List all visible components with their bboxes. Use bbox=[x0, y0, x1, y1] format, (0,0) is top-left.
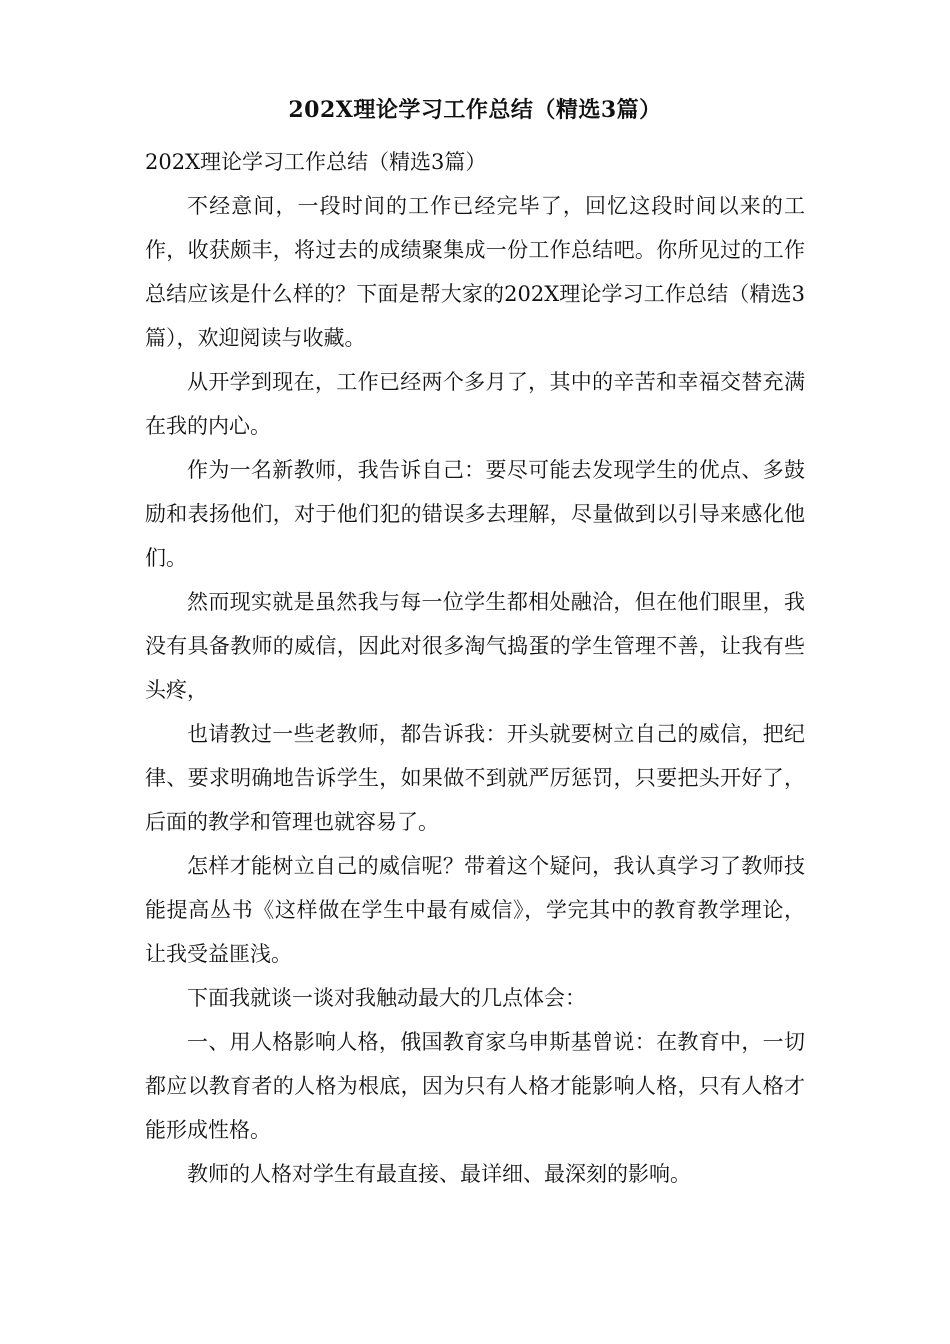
paragraph: 然而现实就是虽然我与每一位学生都相处融洽，但在他们眼里，我没有具备教师的威信，因此对很多淘气捣蛋的学生管理不善，让我有些头疼， bbox=[145, 590, 805, 702]
paragraph: 从开学到现在，工作已经两个多月了，其中的辛苦和幸福交替充满在我的内心。 bbox=[145, 370, 805, 438]
paragraph: 作为一名新教师，我告诉自己：要尽可能去发现学生的优点、多鼓励和表扬他们，对于他们犯的错误多去理解，尽量做到以引导来感化他们。 bbox=[145, 458, 805, 570]
paragraph: 下面我就谈一谈对我触动最大的几点体会： bbox=[187, 986, 586, 1010]
paragraph: 怎样才能树立自己的威信呢？带着这个疑问，我认真学习了教师技能提高丛书《这样做在学生中最有威信》，学完其中的教育教学理论，让我受益匪浅。 bbox=[145, 854, 805, 966]
paragraph: 一、用人格影响人格，俄国教育家乌申斯基曾说：在教育中，一切都应以教育者的人格为根底，因为只有人格才能影响人格，只有人格才能形成性格。 bbox=[145, 1030, 805, 1142]
document-title: 202X理论学习工作总结（精选3篇） bbox=[288, 97, 662, 123]
document-body bbox=[145, 140, 805, 1196]
document-subtitle: 202X理论学习工作总结（精选3篇） bbox=[145, 150, 487, 174]
paragraph: 教师的人格对学生有最直接、最详细、最深刻的影响。 bbox=[187, 1162, 691, 1186]
paragraph-intro: 不经意间，一段时间的工作已经完毕了，回忆这段时间以来的工作，收获颇丰，将过去的成绩聚集成一份工作总结吧。你所见过的工作总结应该是什么样的？下面是帮大家的202X理论学习工作总结（精选3篇），欢迎阅读与收藏。 bbox=[145, 194, 805, 350]
paragraph: 也请教过一些老教师，都告诉我：开头就要树立自己的威信，把纪律、要求明确地告诉学生，如果做不到就严厉惩罚，只要把头开好了，后面的教学和管理也就容易了。 bbox=[145, 722, 805, 834]
